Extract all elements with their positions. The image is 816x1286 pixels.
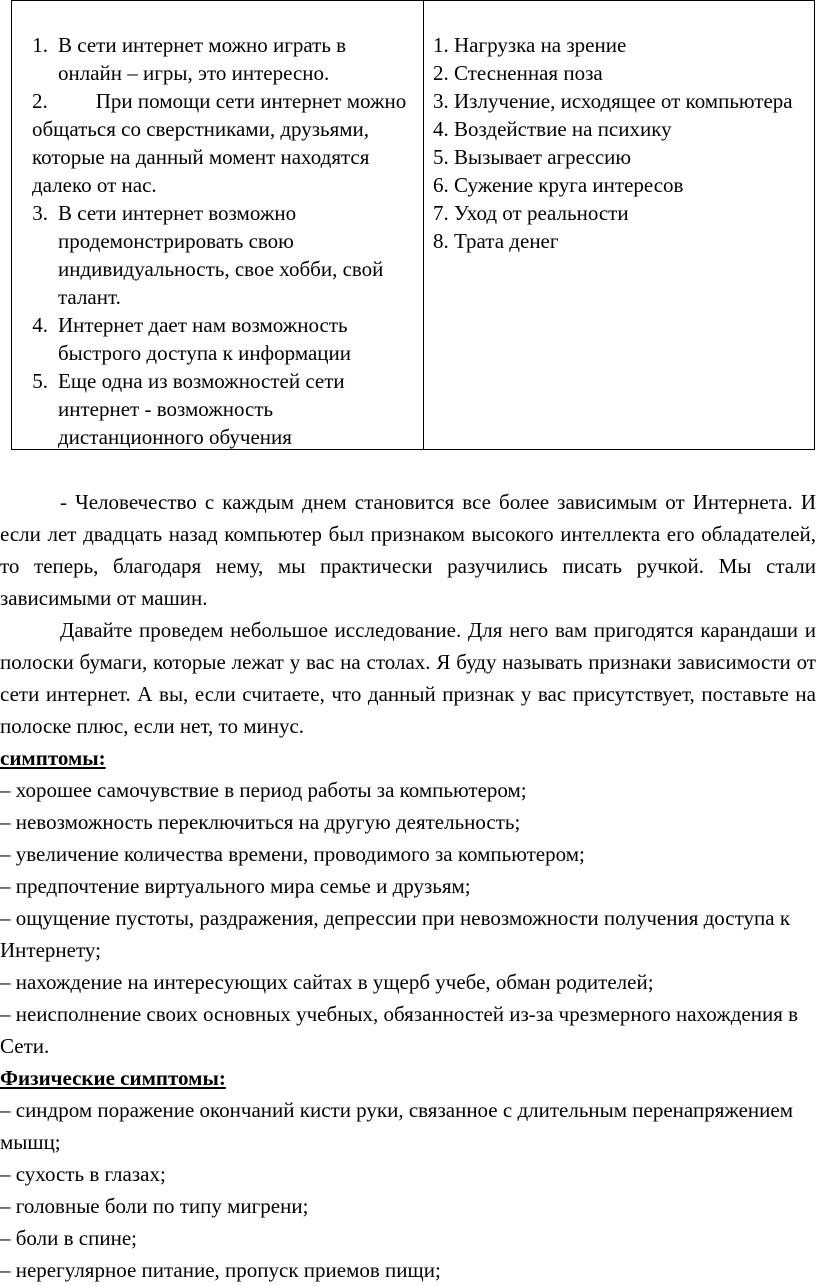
item-number: 2. xyxy=(32,89,48,113)
symptom-item: – ощущение пустоты, раздражения, депрессии при невозможности получения доступа к Интернету; xyxy=(0,906,791,962)
symptom-item: – синдром поражение окончаний кисти руки, связанное с длительным перенапряжением мышц; xyxy=(0,1098,793,1154)
list-item: 7. Уход от реальности xyxy=(433,201,629,225)
symptom-item: – сухость в глазах; xyxy=(0,1162,166,1186)
list-item: 8. Трата денег xyxy=(433,229,559,253)
body-text xyxy=(0,614,816,1286)
list-item: 1. Нагрузка на зрение xyxy=(433,33,627,57)
list-item: 3. Излучение, исходящее от компьютера xyxy=(433,89,793,113)
item-text: Еще одна из возможностей сети интернет - возможность дистанционного обучения xyxy=(58,369,345,449)
list-item: 2. Стесненная поза xyxy=(433,61,603,85)
symptom-item: – нерегулярное питание, пропуск приемов пищи; xyxy=(0,1258,441,1282)
list-item: 5. Вызывает агрессию xyxy=(433,145,632,169)
symptom-item: – увеличение количества времени, проводимого за компьютером; xyxy=(0,842,585,866)
item-number: 1. xyxy=(32,33,48,57)
comparison-table xyxy=(11,0,815,450)
list-item: 4. Воздействие на психику xyxy=(433,117,672,141)
symptom-item: – неисполнение своих основных учебных, обязанностей из-за чрезмерного нахождения в Сети. xyxy=(0,1002,799,1058)
item-text: В сети интернет можно играть в онлайн – игры, это интересно. xyxy=(58,33,347,85)
item-text: В сети интернет возможно продемонстрировать свою индивидуальность, свое хобби, свой талант. xyxy=(58,201,384,309)
paragraph: - Человечество с каждым днем становится все более зависимым от Интернета. И если лет двадцать назад компьютер был признаком высокого интеллекта его обладателей, то теперь, благодаря нему, мы практически разучились писать ручкой. Мы стали зависимыми от машин. xyxy=(0,490,816,610)
item-text: Интернет дает нам возможность быстрого доступа к информации xyxy=(58,313,352,365)
paragraph: Давайте проведем небольшое исследование. Для него вам пригодятся карандаши и полоски бумаги, которые лежат у вас на столах. Я буду называть признаки зависимости от сети интернет. А вы, если считаете, что данный признак у вас присутствует, поставьте на полоске плюс, если нет, то минус. xyxy=(0,618,816,738)
symptom-item: – предпочтение виртуального мира семье и друзьям; xyxy=(0,874,471,898)
list-item xyxy=(20,367,415,451)
list-item: 6. Сужение круга интересов xyxy=(433,173,684,197)
item-number: 3. xyxy=(32,201,48,225)
item-number: 4. xyxy=(32,313,48,337)
section-heading: Физические симптомы: xyxy=(0,1066,226,1090)
item-number: 5. xyxy=(32,369,48,393)
table-left-column xyxy=(12,1,424,449)
table-right-column xyxy=(424,1,814,449)
symptom-item: – хорошее самочувствие в период работы за компьютером; xyxy=(0,778,527,802)
list-item xyxy=(20,87,415,199)
symptom-item: – невозможность переключиться на другую деятельность; xyxy=(0,810,521,834)
item-text: При помощи сети интернет можно общаться со сверстниками, друзьями, которые на данный момент находятся далеко от нас. xyxy=(32,89,407,197)
symptom-item: – головные боли по типу мигрени; xyxy=(0,1194,309,1218)
body-text xyxy=(0,486,816,614)
symptom-item: – нахождение на интересующих сайтах в ущерб учебе, обман родителей; xyxy=(0,970,654,994)
list-item xyxy=(20,311,415,367)
symptom-item: – боли в спине; xyxy=(0,1226,137,1250)
list-item xyxy=(20,31,415,87)
list-item xyxy=(20,199,415,311)
section-heading: симптомы: xyxy=(0,746,106,770)
